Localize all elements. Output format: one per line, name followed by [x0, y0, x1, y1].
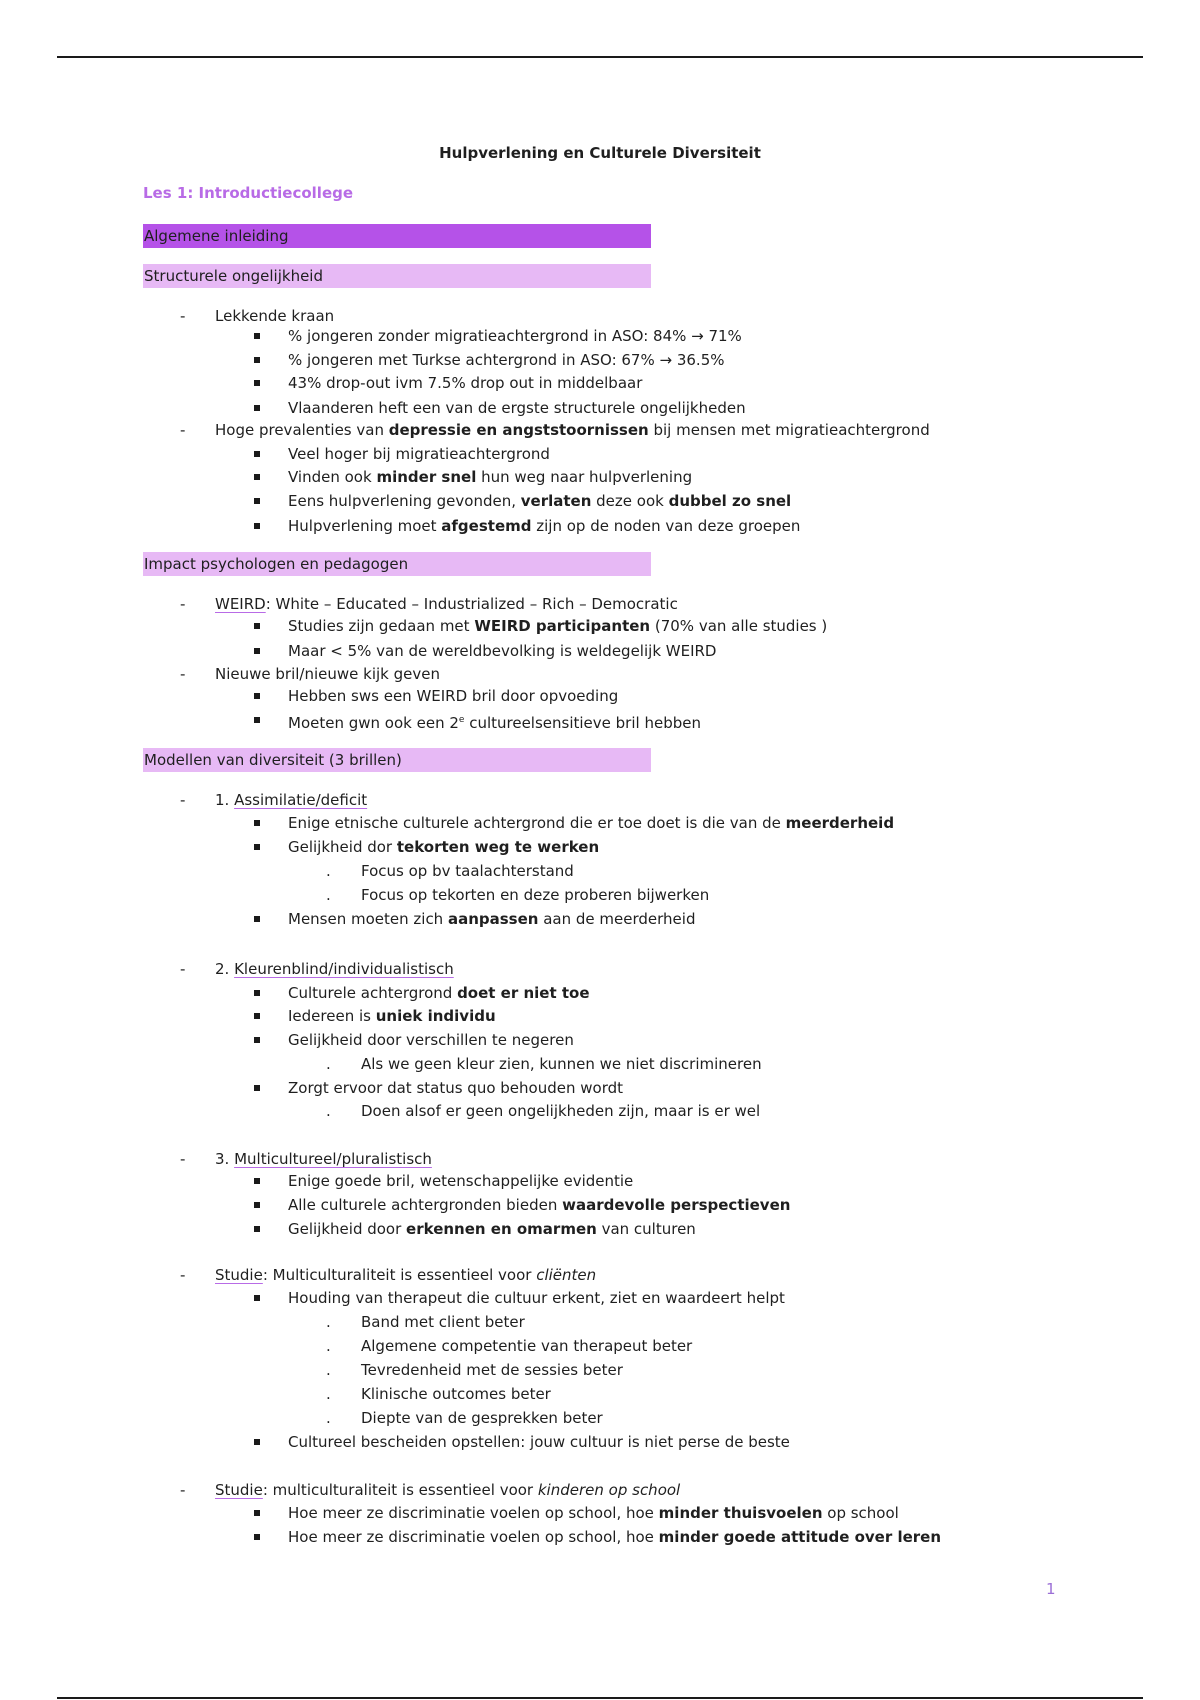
- bullet-square-icon: [254, 1534, 260, 1540]
- section-heading-algemene-inleiding: Algemene inleiding: [143, 224, 651, 248]
- bullet-square-icon: [254, 1510, 260, 1516]
- dash-marker: -: [180, 665, 186, 683]
- bullet-square-icon: [254, 1295, 260, 1301]
- bullet-square-icon: [254, 1037, 260, 1043]
- document-title: Hulpverlening en Culturele Diversiteit: [439, 144, 761, 162]
- dot-marker: .: [326, 1361, 331, 1379]
- list-item: Enige goede bril, wetenschappelijke evidentie: [288, 1172, 634, 1190]
- list-item: Houding van therapeut die cultuur erkent, ziet en waardeert helpt: [288, 1289, 785, 1307]
- list-item: Eens hulpverlening gevonden, verlaten deze ook dubbel zo snel: [288, 492, 792, 510]
- dash-marker: -: [180, 1481, 186, 1499]
- list-item: Moeten gwn ook een 2e cultureelsensitieve bril hebben: [288, 714, 701, 732]
- list-item: Hoe meer ze discriminatie voelen op school, hoe minder goede attitude over leren: [288, 1528, 942, 1546]
- list-item: Tevredenheid met de sessies beter: [361, 1361, 623, 1379]
- dot-marker: .: [326, 1337, 331, 1355]
- bullet-square-icon: [254, 1226, 260, 1232]
- list-item: Zorgt ervoor dat status quo behouden wordt: [288, 1079, 624, 1097]
- list-item: Gelijkheid door erkennen en omarmen van culturen: [288, 1220, 696, 1238]
- dash-marker: -: [180, 1266, 186, 1284]
- section-heading-modellen: Modellen van diversiteit (3 brillen): [143, 748, 651, 772]
- bullet-square-icon: [254, 623, 260, 629]
- list-item: Hoe meer ze discriminatie voelen op school, hoe minder thuisvoelen op school: [288, 1504, 899, 1522]
- list-item: Hebben sws een WEIRD bril door opvoeding: [288, 687, 619, 705]
- bullet-square-icon: [254, 357, 260, 363]
- bullet-square-icon: [254, 380, 260, 386]
- footer-rule: [57, 1697, 1143, 1699]
- list-item: Culturele achtergrond doet er niet toe: [288, 984, 590, 1002]
- bullet-square-icon: [254, 333, 260, 339]
- bullet-square-icon: [254, 1178, 260, 1184]
- bullet-square-icon: [254, 498, 260, 504]
- dash-marker: -: [180, 960, 186, 978]
- dash-marker: -: [180, 421, 186, 439]
- list-item: Cultureel bescheiden opstellen: jouw cultuur is niet perse de beste: [288, 1433, 790, 1451]
- list-item: 1. Assimilatie/deficit: [215, 791, 368, 809]
- bullet-square-icon: [254, 1202, 260, 1208]
- list-item: Enige etnische culturele achtergrond die er toe doet is die van de meerderheid: [288, 814, 895, 832]
- list-item: Vlaanderen heft een van de ergste structurele ongelijkheden: [288, 399, 746, 417]
- list-item: Mensen moeten zich aanpassen aan de meerderheid: [288, 910, 696, 928]
- bullet-square-icon: [254, 1439, 260, 1445]
- list-item: 3. Multicultureel/pluralistisch: [215, 1150, 432, 1168]
- list-item: Maar < 5% van de wereldbevolking is weldegelijk WEIRD: [288, 642, 717, 660]
- dot-marker: .: [326, 1313, 331, 1331]
- list-item: Algemene competentie van therapeut beter: [361, 1337, 693, 1355]
- bullet-square-icon: [254, 648, 260, 654]
- bullet-square-icon: [254, 820, 260, 826]
- list-item: Focus op tekorten en deze proberen bijwerken: [361, 886, 710, 904]
- dash-marker: -: [180, 791, 186, 809]
- list-item: Band met client beter: [361, 1313, 525, 1331]
- list-item: 2. Kleurenblind/individualistisch: [215, 960, 454, 978]
- list-item: Iedereen is uniek individu: [288, 1007, 496, 1025]
- list-item: Studie: multiculturaliteit is essentieel voor kinderen op school: [215, 1481, 681, 1499]
- list-item: Hoge prevalenties van depressie en angststoornissen bij mensen met migratieachtergrond: [215, 421, 930, 439]
- section-heading-impact: Impact psychologen en pedagogen: [143, 552, 651, 576]
- dash-marker: -: [180, 595, 186, 613]
- list-item: Diepte van de gesprekken beter: [361, 1409, 603, 1427]
- list-item: Doen alsof er geen ongelijkheden zijn, maar is er wel: [361, 1102, 761, 1120]
- list-item: 43% drop-out ivm 7.5% drop out in middelbaar: [288, 374, 643, 392]
- list-item: Gelijkheid dor tekorten weg te werken: [288, 838, 600, 856]
- list-item: Als we geen kleur zien, kunnen we niet discrimineren: [361, 1055, 762, 1073]
- bullet-square-icon: [254, 916, 260, 922]
- list-item: Klinische outcomes beter: [361, 1385, 551, 1403]
- bullet-square-icon: [254, 1085, 260, 1091]
- list-item: Vinden ook minder snel hun weg naar hulpverlening: [288, 468, 693, 486]
- bullet-square-icon: [254, 523, 260, 529]
- list-item: % jongeren met Turkse achtergrond in ASO: 67% → 36.5%: [288, 351, 725, 369]
- dot-marker: .: [326, 886, 331, 904]
- page-number: 1: [1046, 1580, 1056, 1598]
- dot-marker: .: [326, 1385, 331, 1403]
- list-item: Alle culturele achtergronden bieden waardevolle perspectieven: [288, 1196, 791, 1214]
- bullet-square-icon: [254, 717, 260, 723]
- bullet-square-icon: [254, 405, 260, 411]
- dash-marker: -: [180, 307, 186, 325]
- bullet-square-icon: [254, 693, 260, 699]
- list-item: Veel hoger bij migratieachtergrond: [288, 445, 550, 463]
- bullet-square-icon: [254, 451, 260, 457]
- bullet-square-icon: [254, 1013, 260, 1019]
- lesson-heading: Les 1: Introductiecollege: [143, 184, 354, 202]
- bullet-square-icon: [254, 844, 260, 850]
- dot-marker: .: [326, 1409, 331, 1427]
- list-item: % jongeren zonder migratieachtergrond in ASO: 84% → 71%: [288, 327, 742, 345]
- bullet-square-icon: [254, 990, 260, 996]
- list-item: Studies zijn gedaan met WEIRD participanten (70% van alle studies ): [288, 617, 828, 635]
- list-item: WEIRD: White – Educated – Industrialized – Rich – Democratic: [215, 595, 678, 613]
- bullet-square-icon: [254, 474, 260, 480]
- list-item: Nieuwe bril/nieuwe kijk geven: [215, 665, 440, 683]
- dot-marker: .: [326, 1055, 331, 1073]
- section-heading-structurele-ongelijkheid: Structurele ongelijkheid: [143, 264, 651, 288]
- list-item: Gelijkheid door verschillen te negeren: [288, 1031, 574, 1049]
- dot-marker: .: [326, 1102, 331, 1120]
- dash-marker: -: [180, 1150, 186, 1168]
- list-item: Hulpverlening moet afgestemd zijn op de noden van deze groepen: [288, 517, 801, 535]
- list-item: Studie: Multiculturaliteit is essentieel voor cliënten: [215, 1266, 597, 1284]
- list-item: Lekkende kraan: [215, 307, 335, 325]
- list-item: Focus op bv taalachterstand: [361, 862, 574, 880]
- dot-marker: .: [326, 862, 331, 880]
